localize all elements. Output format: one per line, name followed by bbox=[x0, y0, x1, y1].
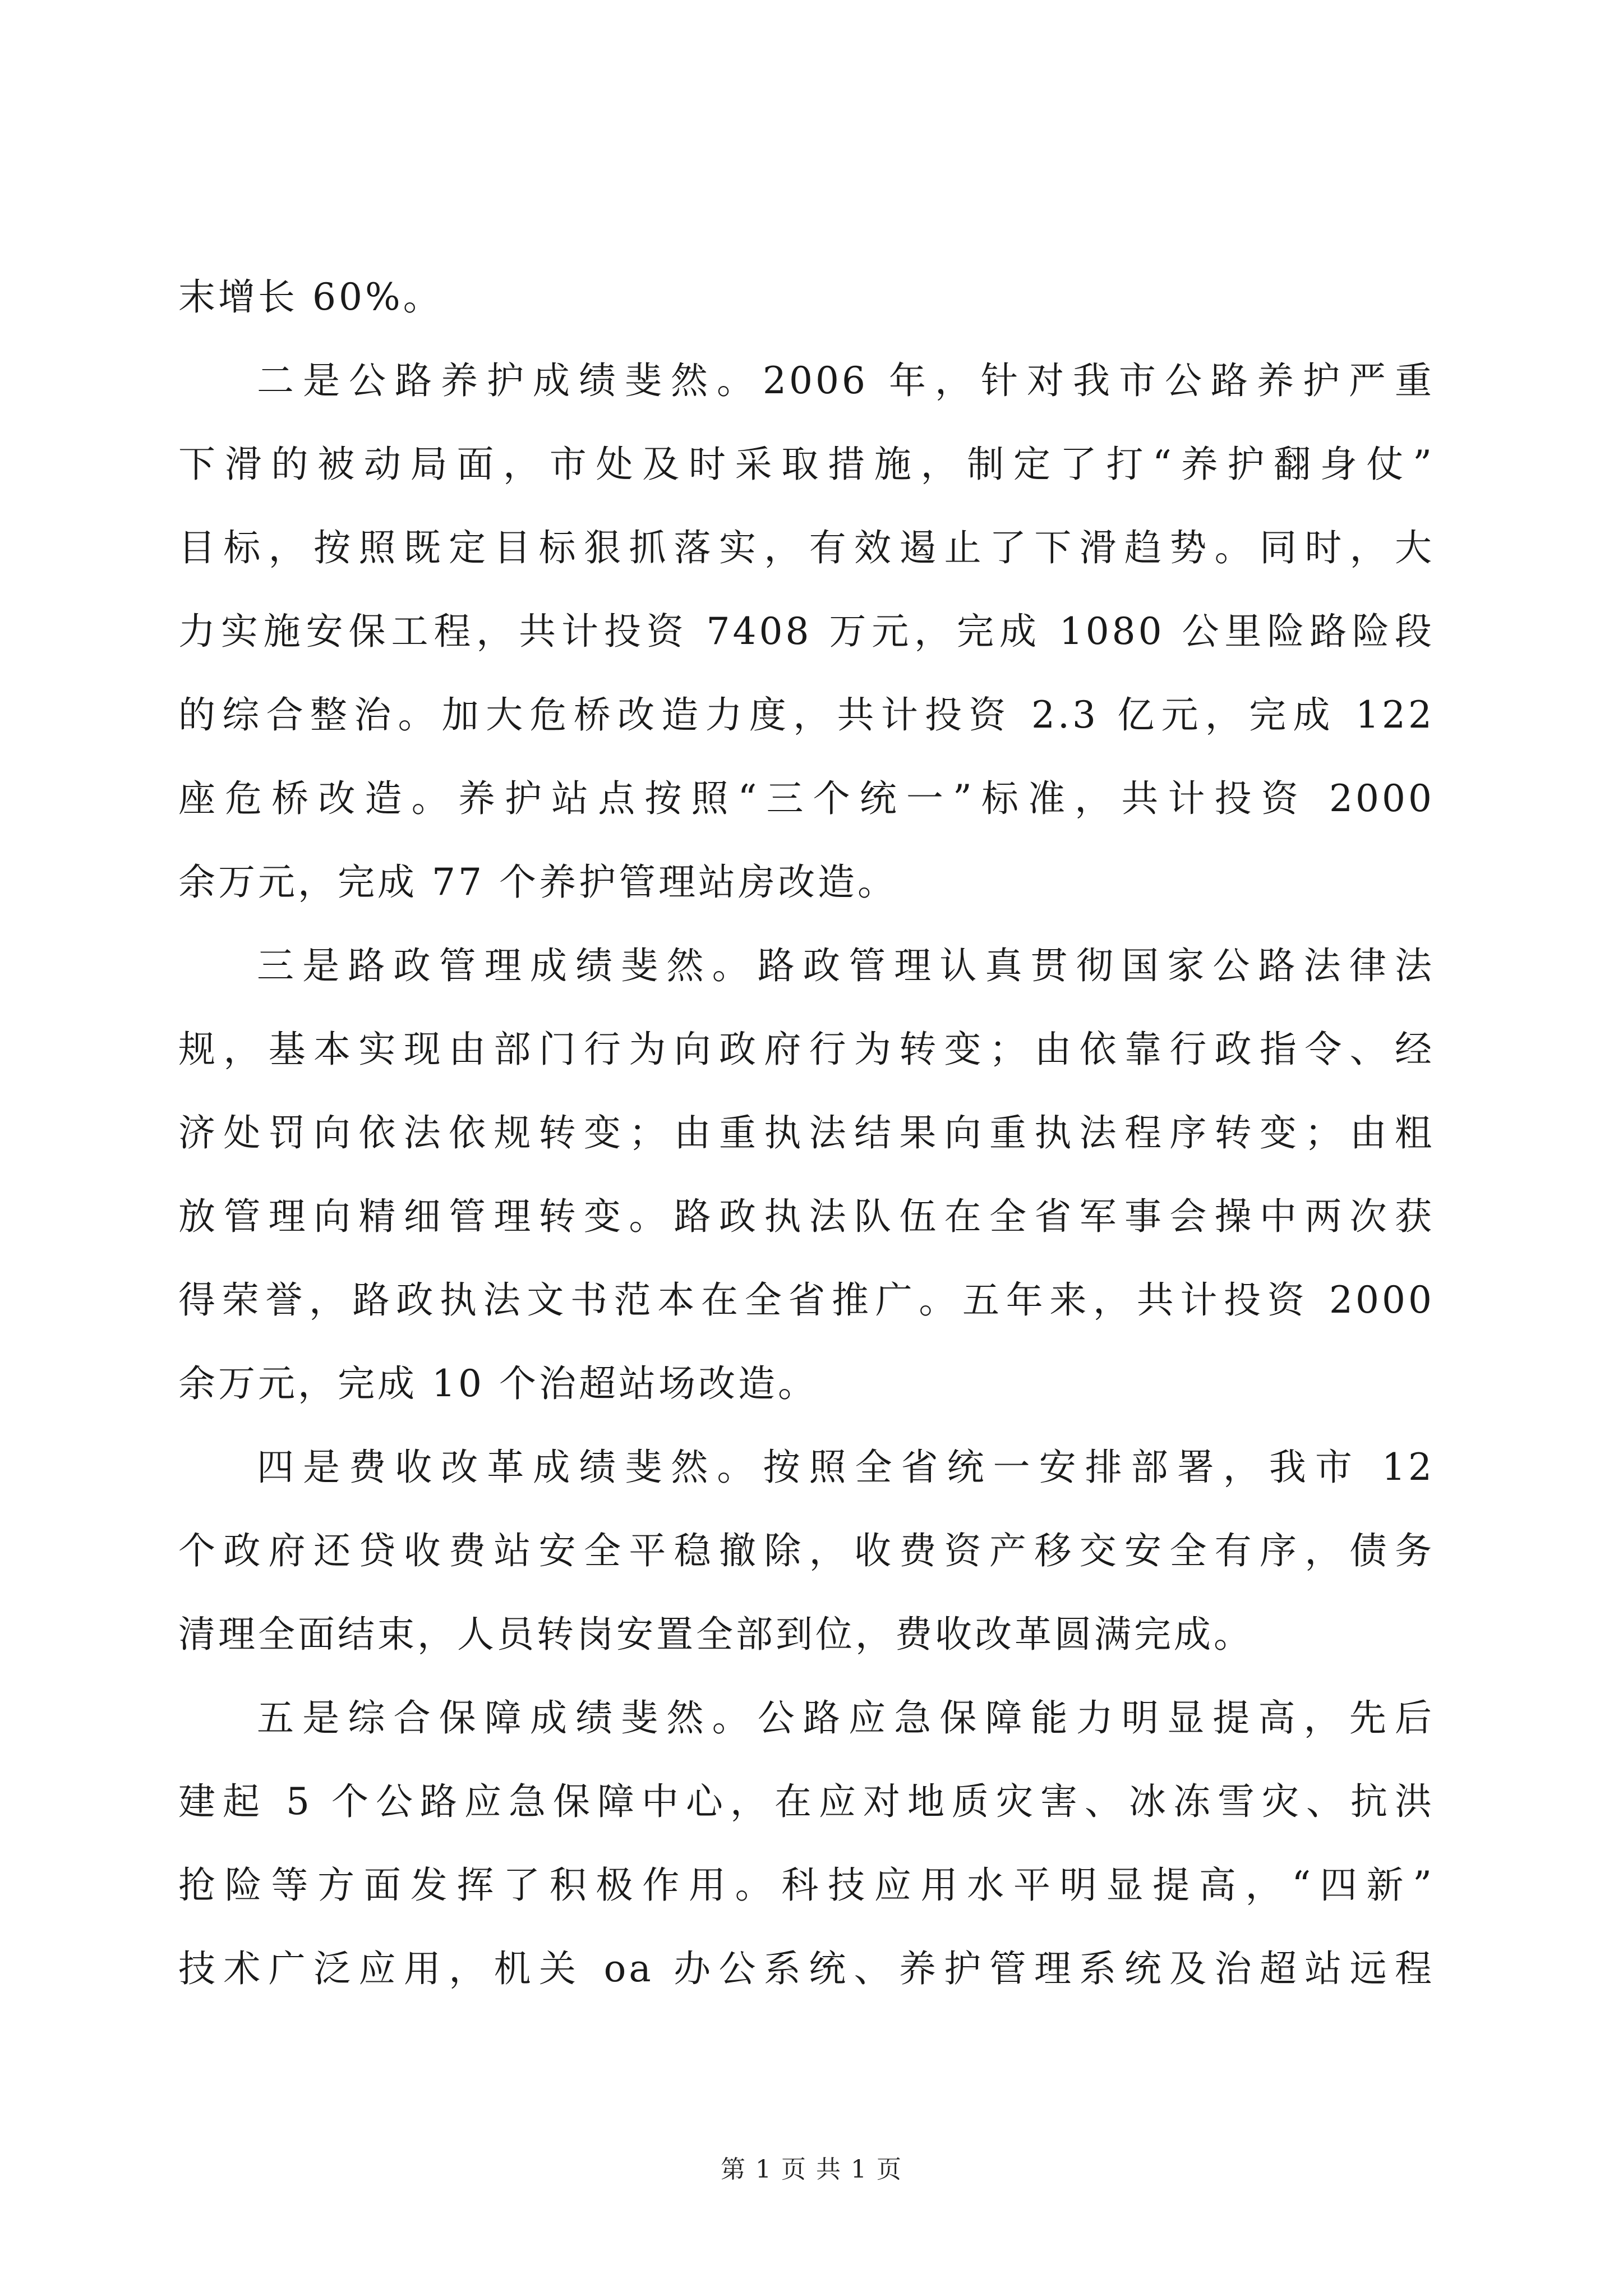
page-footer: 第 1 页 共 1 页 bbox=[721, 2155, 902, 2184]
text-line: 得荣誉，路政执法文书范本在全省推广。五年来，共计投资 2000 bbox=[178, 1278, 1435, 1322]
text-line: 规，基本实现由部门行为向政府行为转变；由依靠行政指令、经 bbox=[178, 1028, 1435, 1071]
text-line: 余万元，完成 10 个治超站场改造。 bbox=[178, 1362, 818, 1405]
text-line: 五是综合保障成绩斐然。公路应急保障能力明显提高，先后 bbox=[257, 1696, 1435, 1740]
text-line: 抢险等方面发挥了积极作用。科技应用水平明显提高，“四新” bbox=[178, 1864, 1435, 1907]
text-line: 个政府还贷收费站安全平稳撤除，收费资产移交安全有序，债务 bbox=[178, 1529, 1435, 1572]
text-line: 下滑的被动局面，市处及时采取措施，制定了打“养护翻身仗” bbox=[178, 443, 1435, 486]
text-line: 力实施安保工程，共计投资 7408 万元，完成 1080 公里险路险段 bbox=[178, 610, 1435, 653]
text-line: 的综合整治。加大危桥改造力度，共计投资 2.3 亿元，完成 122 bbox=[178, 693, 1435, 737]
text-line: 二是公路养护成绩斐然。2006 年，针对我市公路养护严重 bbox=[257, 359, 1435, 402]
text-line: 目标，按照既定目标狠抓落实，有效遏止了下滑趋势。同时，大 bbox=[178, 526, 1435, 569]
text-line: 座危桥改造。养护站点按照“三个统一”标准，共计投资 2000 bbox=[178, 777, 1435, 820]
text-line: 济处罚向依法依规转变；由重执法结果向重执法程序转变；由粗 bbox=[178, 1111, 1435, 1154]
document-body bbox=[178, 255, 1435, 2010]
text-line: 三是路政管理成绩斐然。路政管理认真贯彻国家公路法律法 bbox=[257, 944, 1435, 987]
text-line: 四是费收改革成绩斐然。按照全省统一安排部署，我市 12 bbox=[257, 1446, 1435, 1489]
text-line: 技术广泛应用，机关 oa 办公系统、养护管理系统及治超站远程 bbox=[178, 1947, 1435, 1990]
text-line: 建起 5 个公路应急保障中心，在应对地质灾害、冰冻雪灾、抗洪 bbox=[178, 1780, 1435, 1823]
text-line: 末增长 60%。 bbox=[178, 275, 443, 319]
text-line: 清理全面结束，人员转岗安置全部到位，费收改革圆满完成。 bbox=[178, 1613, 1253, 1656]
text-line: 余万元，完成 77 个养护管理站房改造。 bbox=[178, 861, 897, 904]
text-line: 放管理向精细管理转变。路政执法队伍在全省军事会操中两次获 bbox=[178, 1195, 1435, 1238]
